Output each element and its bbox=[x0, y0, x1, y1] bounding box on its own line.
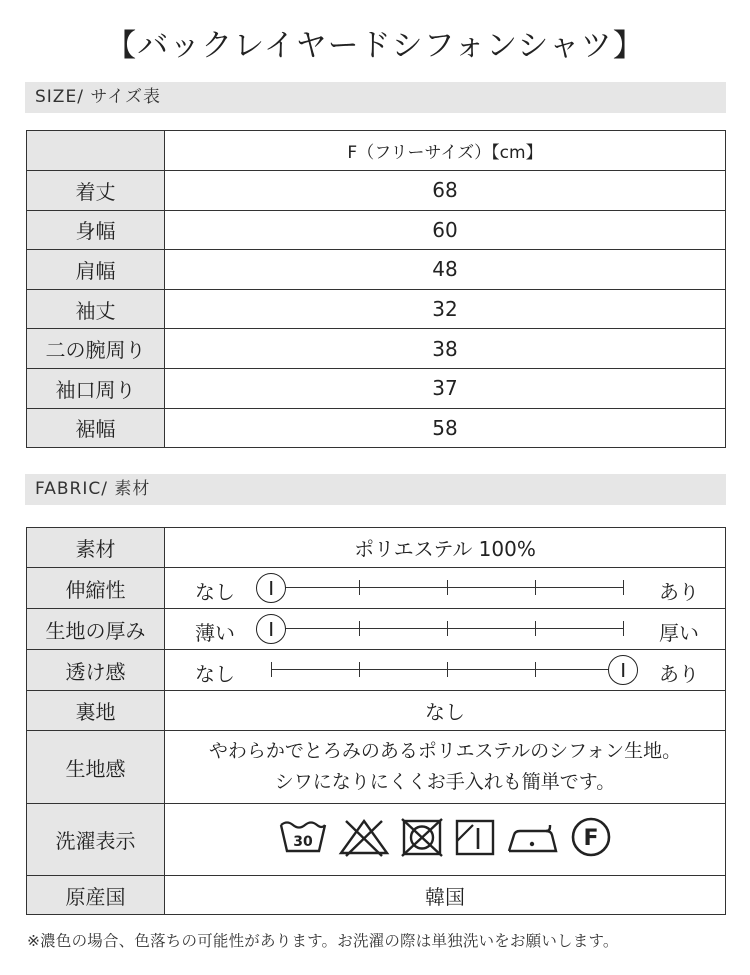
scale-tick bbox=[447, 621, 448, 636]
lining-value: なし bbox=[165, 691, 726, 731]
no-tumble-dry-icon bbox=[400, 817, 444, 862]
scale-right-label: あり bbox=[659, 580, 699, 604]
dry-clean-letter: F bbox=[583, 826, 599, 851]
material-value: ポリエステル 100% bbox=[165, 528, 726, 568]
size-value: 68 bbox=[165, 171, 726, 211]
size-value: 58 bbox=[165, 408, 726, 448]
scale-tick bbox=[447, 662, 448, 677]
size-table bbox=[26, 130, 726, 448]
scale-tick bbox=[359, 580, 360, 595]
scale-marker bbox=[256, 614, 286, 644]
size-value: 37 bbox=[165, 368, 726, 408]
scale-tick bbox=[623, 580, 624, 595]
table-row bbox=[27, 408, 726, 448]
texture-cell bbox=[165, 731, 726, 804]
scale-tick bbox=[535, 662, 536, 677]
scale-right-label: 厚い bbox=[659, 621, 699, 645]
scale-left-label: なし bbox=[195, 580, 235, 604]
size-label: 裾幅 bbox=[27, 408, 165, 448]
table-row bbox=[27, 210, 726, 250]
size-table-corner bbox=[27, 131, 165, 171]
fabric-table bbox=[26, 527, 726, 915]
size-label: 身幅 bbox=[27, 210, 165, 250]
table-row bbox=[27, 804, 726, 876]
sheerness-scale-cell bbox=[165, 650, 726, 691]
scale-tick bbox=[359, 662, 360, 677]
table-row bbox=[27, 528, 726, 568]
lining-label: 裏地 bbox=[27, 691, 165, 731]
thickness-scale bbox=[165, 609, 725, 649]
scale-left-label: 薄い bbox=[195, 621, 235, 645]
scale-tick bbox=[535, 621, 536, 636]
line-dry-icon bbox=[454, 817, 496, 862]
material-label: 素材 bbox=[27, 528, 165, 568]
texture-label: 生地感 bbox=[27, 731, 165, 804]
thickness-label: 生地の厚み bbox=[27, 609, 165, 650]
size-section-header: SIZE/ サイズ表 bbox=[25, 82, 726, 113]
table-row bbox=[27, 289, 726, 329]
size-column-header: F（フリーサイズ）【cm】 bbox=[165, 131, 726, 171]
table-row bbox=[27, 609, 726, 650]
scale-tick bbox=[359, 621, 360, 636]
size-label: 袖口周り bbox=[27, 368, 165, 408]
table-row bbox=[27, 368, 726, 408]
size-value: 32 bbox=[165, 289, 726, 329]
size-label: 肩幅 bbox=[27, 250, 165, 290]
dry-clean-f-icon bbox=[570, 816, 612, 863]
stretch-scale bbox=[165, 568, 725, 608]
scale-tick bbox=[271, 662, 272, 677]
size-value: 38 bbox=[165, 329, 726, 369]
size-label: 着丈 bbox=[27, 171, 165, 211]
scale-tick bbox=[535, 580, 536, 595]
wash-30-icon bbox=[278, 817, 328, 862]
size-label: 袖丈 bbox=[27, 289, 165, 329]
sheerness-scale bbox=[165, 650, 725, 690]
table-row bbox=[27, 876, 726, 915]
scale-right-label: あり bbox=[659, 662, 699, 686]
stretch-label: 伸縮性 bbox=[27, 568, 165, 609]
size-value: 48 bbox=[165, 250, 726, 290]
thickness-scale-cell bbox=[165, 609, 726, 650]
size-label: 二の腕周り bbox=[27, 329, 165, 369]
table-row bbox=[27, 568, 726, 609]
care-label: 洗濯表示 bbox=[27, 804, 165, 876]
care-icons bbox=[165, 816, 725, 863]
table-row bbox=[27, 691, 726, 731]
table-row bbox=[27, 650, 726, 691]
stretch-scale-cell bbox=[165, 568, 726, 609]
table-row bbox=[27, 171, 726, 211]
page-title: 【バックレイヤードシフォンシャツ】 bbox=[105, 28, 645, 64]
fabric-section-header: FABRIC/ 素材 bbox=[25, 474, 726, 505]
no-bleach-icon bbox=[338, 817, 390, 862]
size-value: 60 bbox=[165, 210, 726, 250]
care-icons-cell bbox=[165, 804, 726, 876]
texture-line-2: シワになりにくくお手入れも簡単です。 bbox=[274, 771, 616, 793]
origin-label: 原産国 bbox=[27, 876, 165, 915]
care-note: ※濃色の場合、色落ちの可能性があります。お洗濯の際は単独洗いをお願いします。 bbox=[27, 932, 619, 950]
scale-tick bbox=[447, 580, 448, 595]
scale-left-label: なし bbox=[195, 662, 235, 686]
iron-low-icon bbox=[506, 817, 560, 862]
scale-tick bbox=[623, 621, 624, 636]
sheerness-label: 透け感 bbox=[27, 650, 165, 691]
origin-value: 韓国 bbox=[165, 876, 726, 915]
table-row bbox=[27, 329, 726, 369]
scale-marker bbox=[256, 573, 286, 603]
size-table-header-row bbox=[27, 131, 726, 171]
scale-marker bbox=[608, 655, 638, 685]
table-row bbox=[27, 250, 726, 290]
wash-temp-label: 30 bbox=[293, 834, 313, 850]
table-row bbox=[27, 731, 726, 804]
texture-line-1: やわらかでとろみのあるポリエステルのシフォン生地。 bbox=[208, 740, 682, 762]
